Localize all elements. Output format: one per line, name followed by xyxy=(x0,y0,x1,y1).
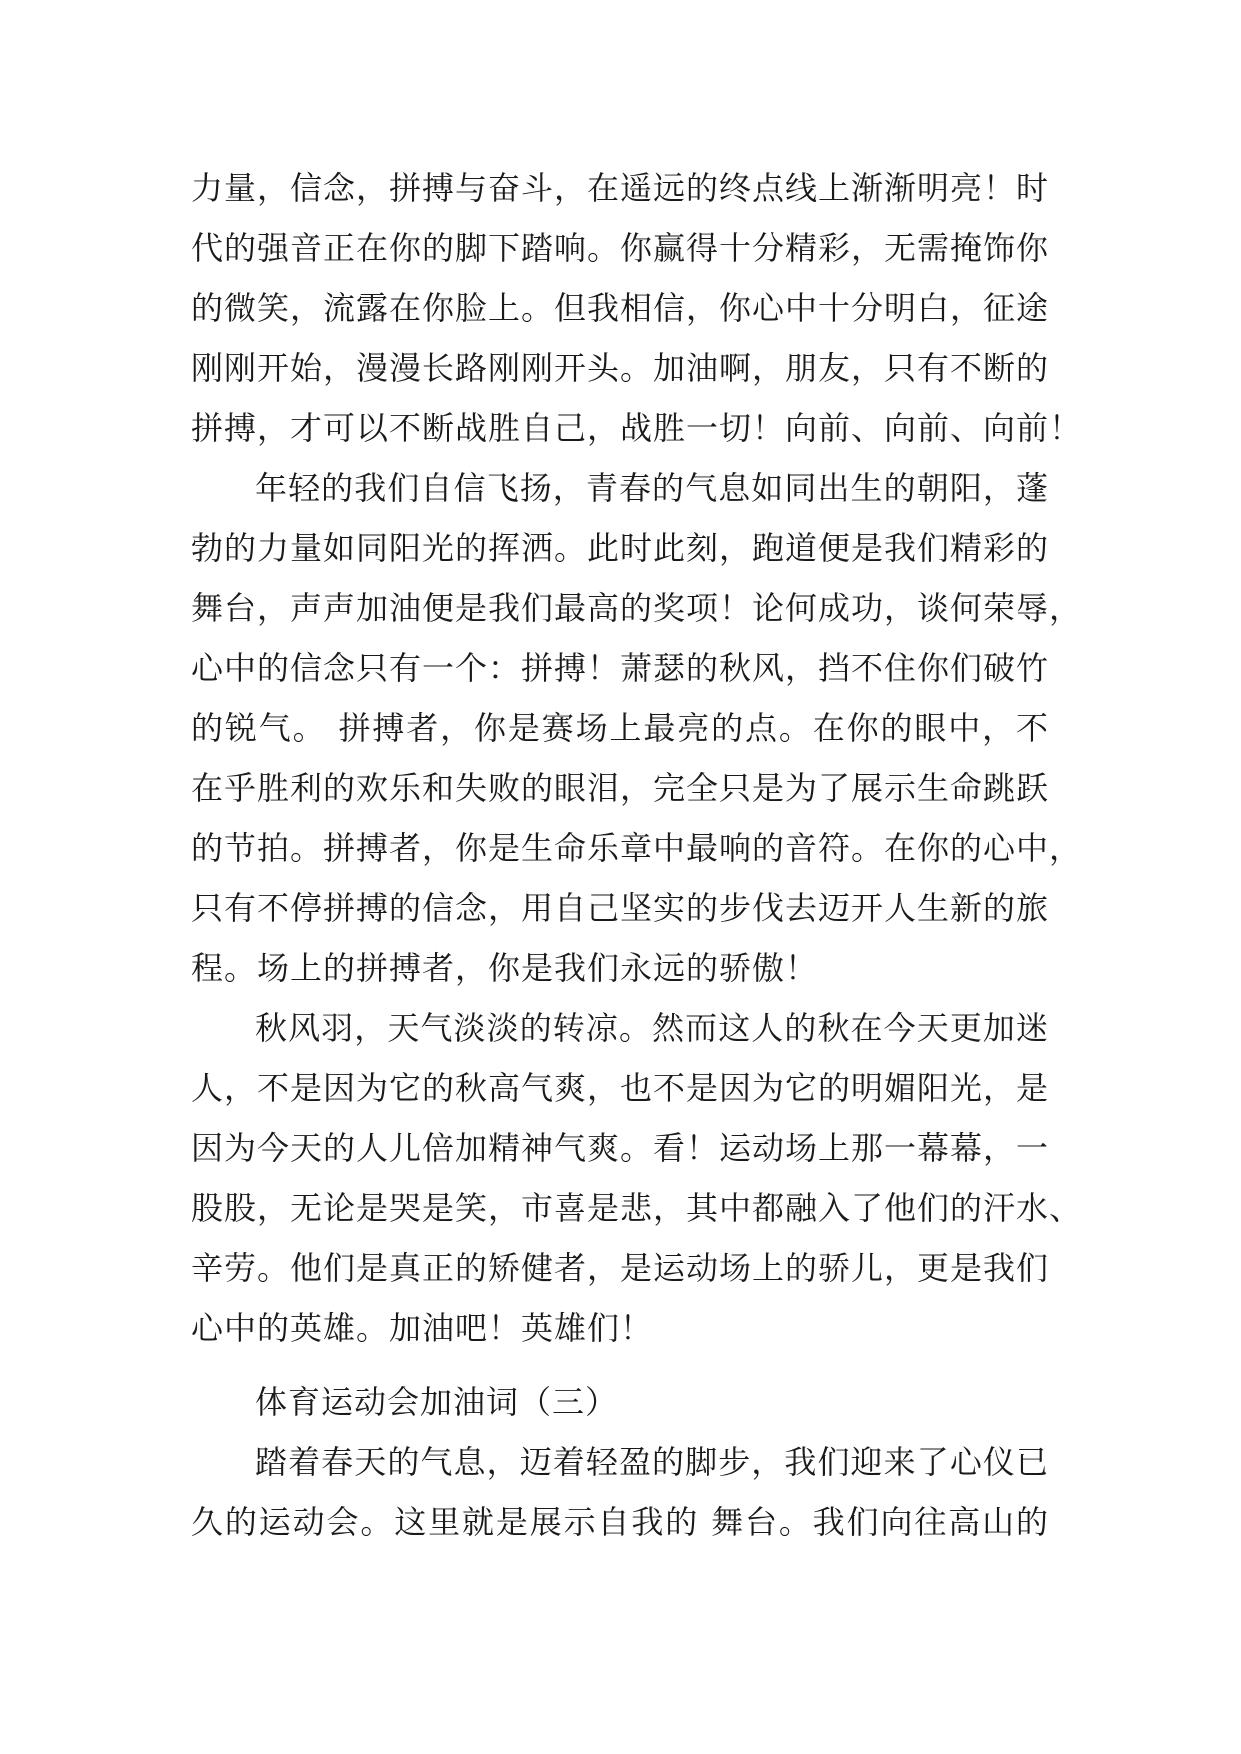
section-heading: 体育运动会加油词（三） xyxy=(255,1383,619,1421)
text-line: 只有不停拼搏的信念，用自己坚实的步伐去迈开人生新的旅 xyxy=(191,889,1050,927)
text-line: 的微笑，流露在你脸上。但我相信，你心中十分明白，征途 xyxy=(191,289,1050,327)
text-line: 拼搏，才可以不断战胜自己，战胜一切！向前、向前、向前！ xyxy=(191,409,1083,447)
text-line: 的锐气。 拼搏者，你是赛场上最亮的点。在你的眼中，不 xyxy=(191,709,1049,747)
paragraph-3 xyxy=(191,998,1083,1358)
text-line: 力量，信念，拼搏与奋斗，在遥远的终点线上渐渐明亮！时 xyxy=(191,169,1050,207)
text-line: 舞台，声声加油便是我们最高的奖项！论何成功，谈何荣辱， xyxy=(191,589,1083,627)
text-line: 年轻的我们自信飞扬，青春的气息如同出生的朝阳，蓬 xyxy=(255,469,1049,507)
text-line: 股股，无论是哭是笑，市喜是悲，其中都融入了他们的汗水、 xyxy=(191,1189,1083,1227)
text-line: 踏着春天的气息，迈着轻盈的脚步，我们迎来了心仪已 xyxy=(255,1443,1049,1481)
text-line: 勃的力量如同阳光的挥洒。此时此刻，跑道便是我们精彩的 xyxy=(191,529,1050,567)
body-text-lower xyxy=(191,1372,1049,1552)
text-line: 因为今天的人儿倍加精神气爽。看！运动场上那一幕幕，一 xyxy=(191,1129,1050,1167)
text-line: 秋风羽，天气淡淡的转凉。然而这人的秋在今天更加迷 xyxy=(255,1009,1049,1047)
text-line: 代的强音正在你的脚下踏响。你赢得十分精彩，无需掩饰你 xyxy=(191,229,1050,267)
text-line: 在乎胜利的欢乐和失败的眼泪，完全只是为了展示生命跳跃 xyxy=(191,769,1050,807)
text-line: 久的运动会。这里就是展示自我的 舞台。我们向往高山的 xyxy=(191,1503,1049,1541)
text-line: 心中的信念只有一个：拼搏！萧瑟的秋风，挡不住你们破竹 xyxy=(191,649,1050,687)
text-line: 辛劳。他们是真正的矫健者，是运动场上的骄儿，更是我们 xyxy=(191,1249,1050,1287)
paragraph-4 xyxy=(191,1432,1049,1552)
text-line: 刚刚开始，漫漫长路刚刚开头。加油啊，朋友，只有不断的 xyxy=(191,349,1050,387)
text-line: 的节拍。拼搏者，你是生命乐章中最响的音符。在你的心中， xyxy=(191,829,1083,867)
paragraph-2 xyxy=(191,458,1083,998)
text-line: 程。场上的拼搏者，你是我们永远的骄傲！ xyxy=(191,949,819,987)
paragraph-1 xyxy=(191,158,1083,458)
text-line: 人，不是因为它的秋高气爽，也不是因为它的明媚阳光，是 xyxy=(191,1069,1050,1107)
text-line: 心中的英雄。加油吧！英雄们！ xyxy=(191,1309,654,1347)
body-text-upper xyxy=(191,158,1083,1358)
